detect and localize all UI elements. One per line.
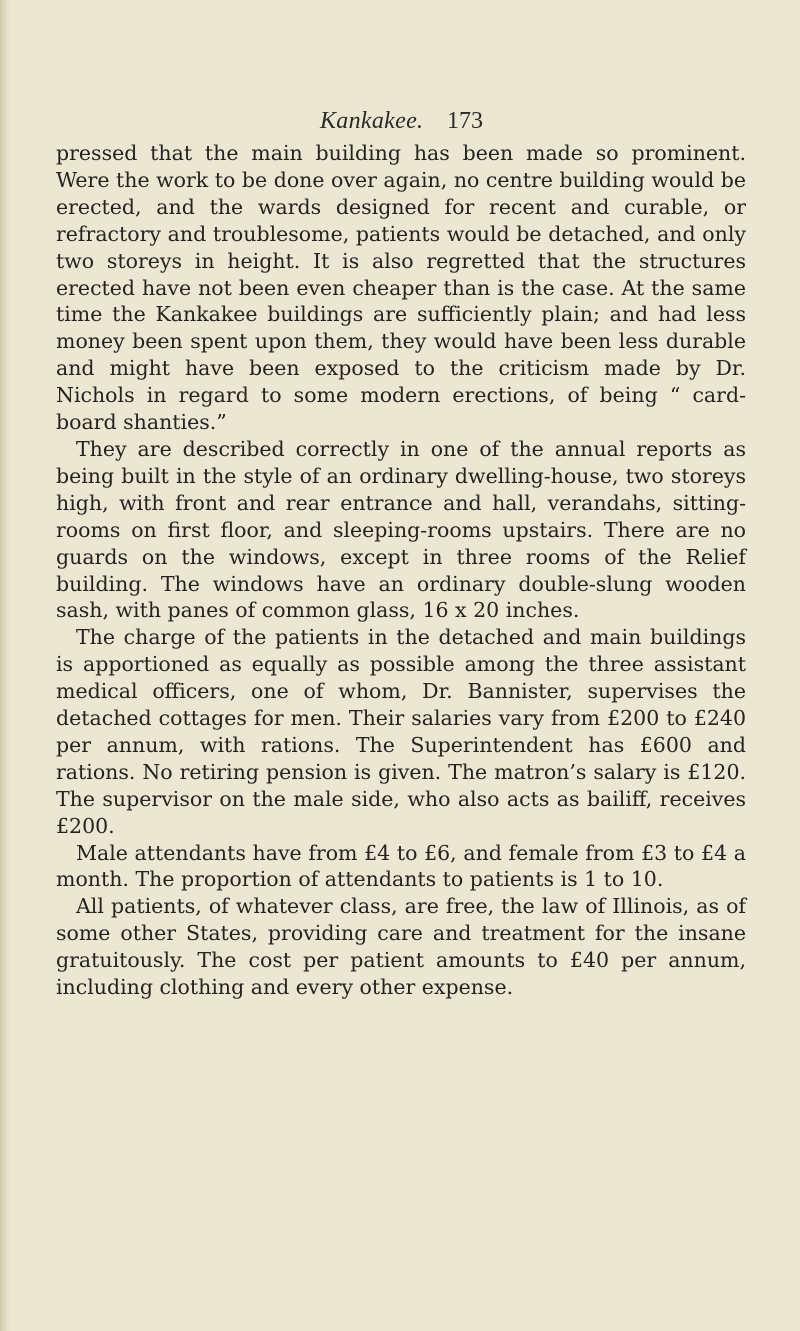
running-title: Kankakee. <box>320 108 424 134</box>
paragraph-attendants: Male attendants have from £4 to £6, and female from £3 to £4 a month. The proportion of attendants to patients is 1 to 10. <box>56 840 746 892</box>
page-number: 173 <box>447 108 483 134</box>
paragraph-continued: pressed that the main building has been made so prominent. Were the work to be done over again, no centre building would be erected, and the wards designed for recent and curable, or refractory and troublesome, patients would be detached, and only two storeys in height. It is also regretted that the structures erected have not been even cheaper than is the case. At the same time the Kankakee buildings are sufficiently plain; and had less money been spent upon them, they would have been less durable and might have been exposed to the criticism made by Dr. Nichols in regard to some modern erections, of being “ card-board shanties.” <box>56 141 746 435</box>
running-head <box>0 108 800 138</box>
paragraph-patient-cost: All patients, of whatever class, are free, the law of Illinois, as of some other States, providing care and treatment for the insane gratuitously. The cost per patient amounts to £40 per annum, including clothing and every other expense. <box>56 894 746 1000</box>
paragraph-buildings-description: They are described correctly in one of the annual reports as being built in the style of an ordinary dwelling-house, two storeys high, with front and rear entrance and hall, verandahs, sitting-rooms on first floor, and sleeping-rooms upstairs. There are no guards on the windows, except in three rooms of the Relief building. The windows have an ordinary double-slung wooden sash, with panes of common glass, 16 x 20 inches. <box>56 436 746 623</box>
page-edge-shadow <box>0 0 10 1331</box>
body-text <box>56 140 746 1001</box>
paragraph-staff-salaries: The charge of the patients in the detached and main buildings is apportioned as equally as possible among the three assistant medical officers, one of whom, Dr. Bannister, supervises the detached cottages for men. Their salaries vary from £200 to £240 per annum, with rations. The Superintendent has £600 and rations. No retiring pension is given. The matron’s salary is £120. The supervisor on the male side, who also acts as bailiff, receives £200. <box>56 625 746 838</box>
